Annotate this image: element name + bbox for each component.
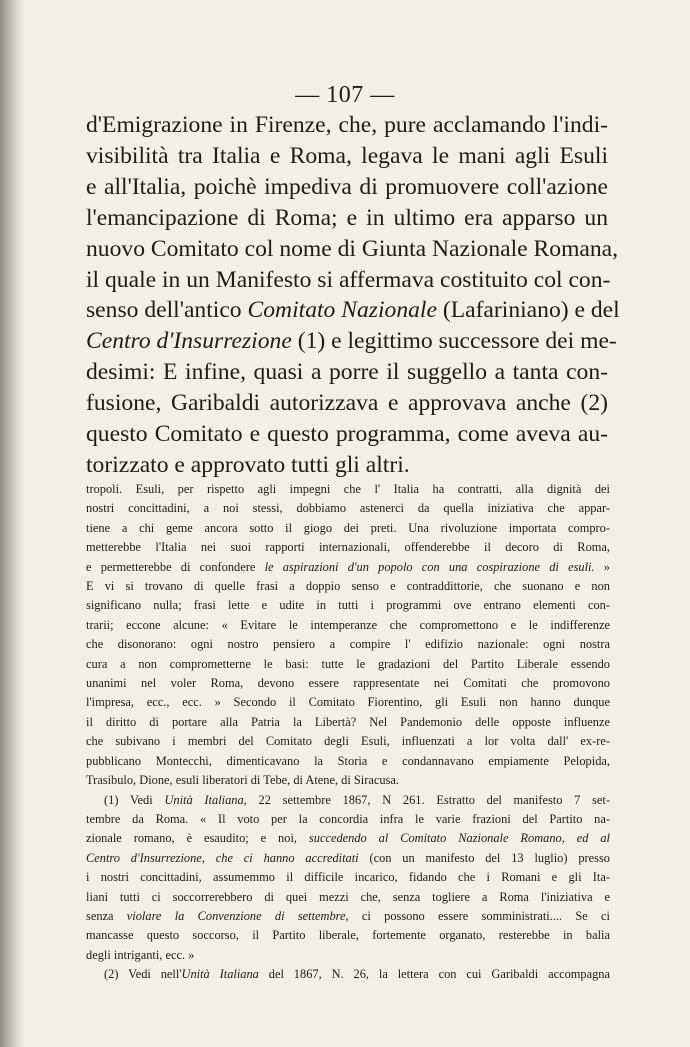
page-number: — 107 — xyxy=(295,82,395,108)
footnote-1-line: mancasse questo soccorso, il Partito liberale, fortemente organato, resterebbe in balìa xyxy=(86,928,610,943)
footnote-line: E vi si trovano di quelle frasi a doppio senso e contraddittorie, che suonano e non xyxy=(86,579,610,594)
footnote-line: tiene a chi geme ancora sotto il giogo dei preti. Una rivoluzione importata compro- xyxy=(86,520,610,535)
footnote-1-line: tembre da Roma. « Il voto per la concordia infra le varie frazioni del Partito na- xyxy=(86,811,610,826)
text-line: desimi: E infine, quasi a porre il suggello a tanta con- xyxy=(86,359,608,386)
footnote-1-line: senza violare la Convenzione di settembre, ci possono essere somministrati.... Se ci xyxy=(86,908,610,923)
footnote-1-line: (1) Vedi Unità Italiana, 22 settembre 1867, N 261. Estratto del manifesto 7 set- xyxy=(104,792,610,807)
footnote-1-line: i nostri concittadini, assumemmo il difficile incarico, fidando che i Romani e gli Ita- xyxy=(86,870,610,885)
footnote-1-line: liani tutti ci soccorrerebbero di quei mezzi che, senza togliere a Roma l'iniziativa e xyxy=(86,889,610,904)
footnote-line: significano nulla; frasi lette e udite in tutti i programmi ove entrano elementi con- xyxy=(86,598,610,613)
book-binding-shadow xyxy=(0,0,24,1047)
text-line: d'Emigrazione in Firenze, che, pure acclamando l'indi- xyxy=(86,112,608,138)
footnote-line: che subivano i membri del Comitato degli Esuli, influenzati a lor volta dall' ex-re- xyxy=(86,734,610,749)
footnote-line: trarii; eccone alcune: « Evitare le intemperanze che compromettono e le indifferenze xyxy=(86,617,610,632)
text-line: torizzato e approvato tutti gli altri. xyxy=(86,451,410,478)
footnote-2-line: (2) Vedi nell'Unità Italiana del 1867, N. 26, la lettera con cui Garibaldi accompagna xyxy=(104,967,610,982)
text-line: nuovo Comitato col nome di Giunta Nazionale Romana, xyxy=(86,235,619,262)
main-text xyxy=(86,110,620,481)
footnote-line: cura a non comprometterne le basi: tutte le gradazioni del Partito Liberale essendo xyxy=(86,656,610,671)
footnote-line: e permetterebbe di confondere le aspirazioni d'un popolo con una cospirazione di esuli. » xyxy=(86,559,611,574)
text-line: il quale in un Manifesto si affermava costituito col con- xyxy=(86,266,611,293)
footnote-line: il diritto di portare alla Patria la Libertà? Nel Pandemonio delle opposte influenze xyxy=(86,714,610,729)
footnote-line: Trasibulo, Dione, esuli liberatori di Tebe, di Atene, di Siracusa. xyxy=(86,773,399,788)
text-line: questo Comitato e questo programma, come aveva au- xyxy=(86,421,608,448)
footnote-line: che disonorano: ogni nostro pensiero a compire l' edifizio nazionale: ogni nostra xyxy=(86,637,610,652)
footnote-line: l'impresa, ecc., ecc. » Secondo il Comitato Fiorentino, gli Esuli non hanno dunque xyxy=(86,695,610,710)
footnote-1-line: degli intriganti, ecc. » xyxy=(86,947,195,962)
footnote-line: pubblicano Montecchi, dimenticavano la Storia e condannavano empiamente Pelopida, xyxy=(86,753,610,768)
text-line: Centro d'Insurrezione (1) e legittimo successore dei me- xyxy=(86,328,617,355)
text-line: visibilità tra Italia e Roma, legava le mani agli Esuli xyxy=(86,142,608,169)
italic-title: Centro d'Insurrezione xyxy=(86,328,292,355)
footnote-line: unanimi nel voler Roma, devono essere rappresentate nei Comitati che promovono xyxy=(86,676,610,691)
footnote-1-line: Centro d'Insurrezione, che ci hanno accreditati (con un manifesto del 13 luglio) presso xyxy=(86,850,610,865)
text-line: fusione, Garibaldi autorizzava e approvava anche (2) xyxy=(86,390,608,417)
footnotes xyxy=(86,480,610,985)
text-line: e all'Italia, poichè impediva di promuovere coll'azione xyxy=(86,173,608,200)
footnote-1-line: zionale romano, è esaudito; e noi, succedendo al Comitato Nazionale Romano, ed al xyxy=(86,831,610,846)
footnote-line: nostri concittadini, a noi stessi, dobbiamo astenerci da quella iniziativa che appar- xyxy=(86,501,610,516)
footnote-line: metterebbe l'Italia nei suoi rapporti internazionali, offenderebbe il decoro di Roma, xyxy=(86,540,610,555)
footnote-line: tropoli. Esuli, per rispetto agli impegni che l' Italia ha contratti, alla dignità dei xyxy=(86,482,610,496)
italic-title: Comitato Nazionale xyxy=(247,297,437,324)
text-line: l'emancipazione di Roma; e in ultimo era apparso un xyxy=(86,204,608,231)
text-line: senso dell'antico Comitato Nazionale (Lafariniano) e del xyxy=(86,297,620,324)
